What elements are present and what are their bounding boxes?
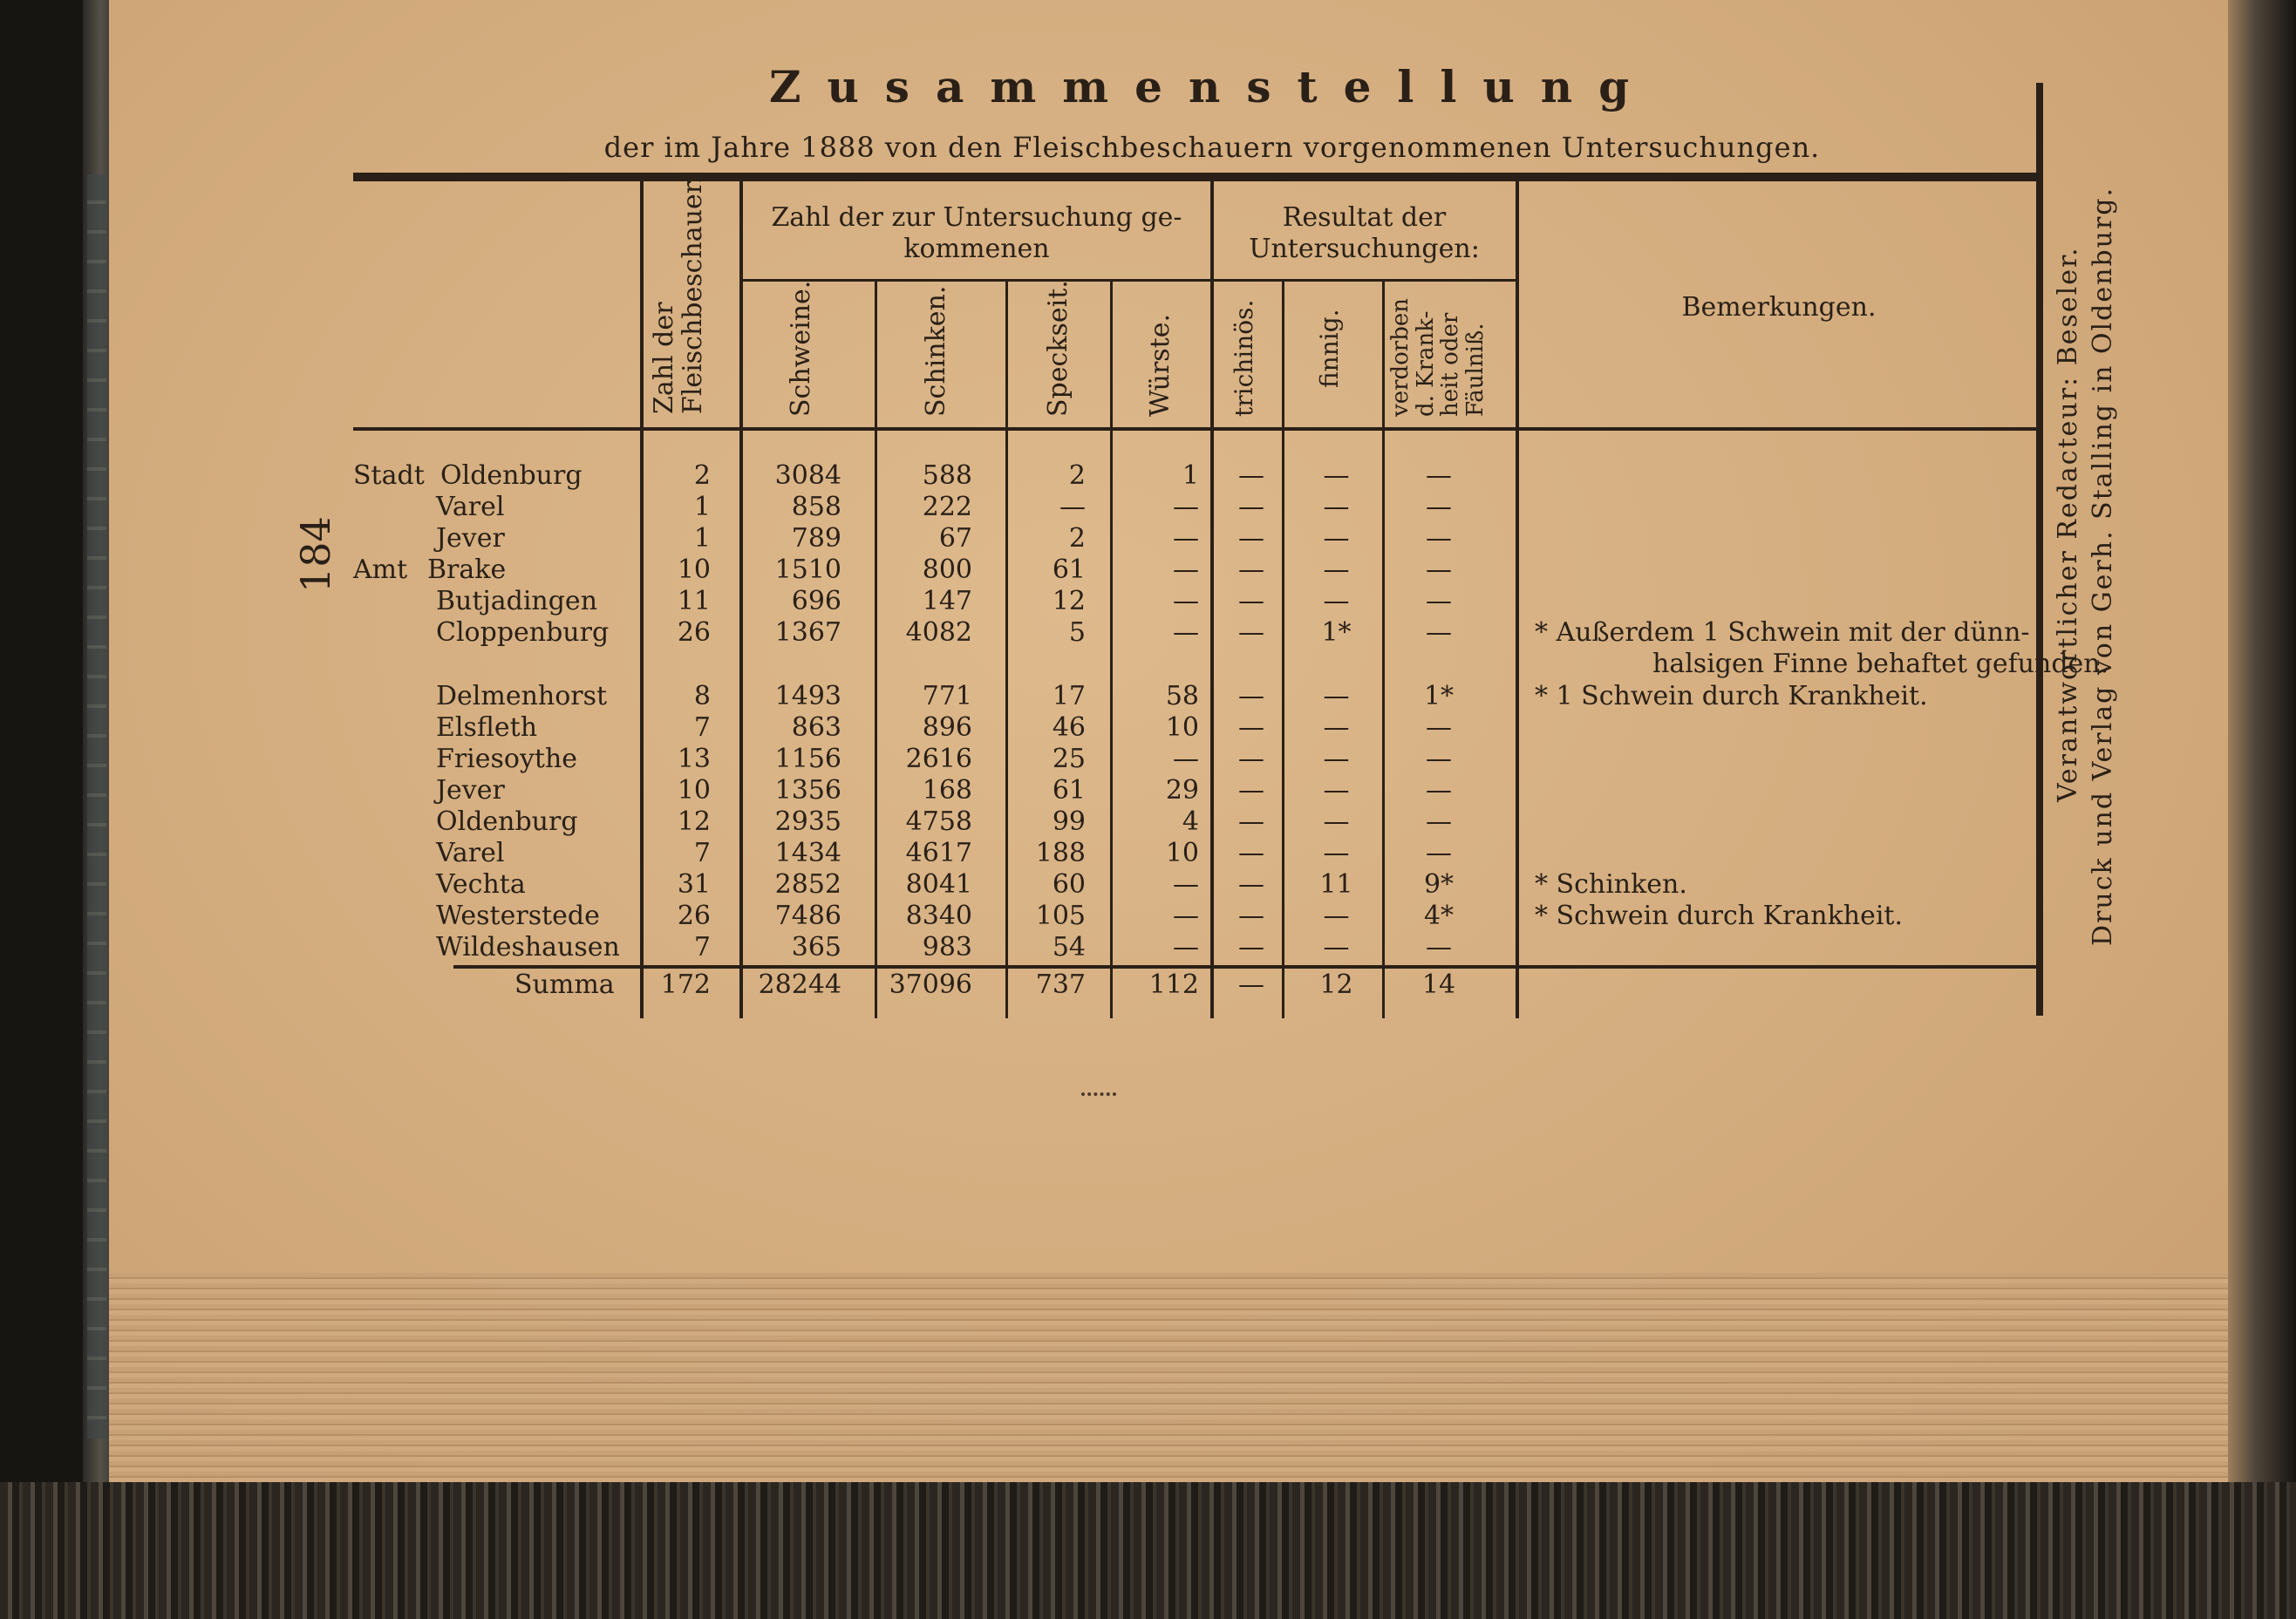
row-verdorben: —	[1426, 744, 1452, 774]
row-fleischbeschauer: 26	[677, 617, 711, 648]
row-name: Westerstede	[436, 901, 600, 931]
row-fleischbeschauer: 7	[693, 712, 711, 743]
row-wurste: 29	[1165, 775, 1199, 806]
row-schinken: 983	[922, 932, 972, 963]
row-name: Jever	[436, 523, 505, 554]
row-note-continued: halsigen Finne behaftet gefunden.	[1652, 649, 2109, 679]
row-note: * Schinken.	[1535, 869, 1687, 900]
table-row	[353, 523, 2054, 554]
row-name: Elsfleth	[436, 712, 538, 743]
row-name: Cloppenburg	[436, 617, 610, 648]
row-finnig: —	[1323, 492, 1350, 522]
row-fleischbeschauer: 26	[677, 901, 711, 931]
row-finnig: —	[1323, 932, 1350, 963]
row-name: Varel	[436, 492, 505, 522]
row-schweine: 1356	[774, 775, 841, 806]
header-trichinoes: trichinös.	[1230, 299, 1258, 417]
row-trichinoes: —	[1238, 492, 1264, 522]
row-finnig: —	[1323, 460, 1350, 491]
side-text-publisher: Druck und Verlag von Gerh. Stalling in Oldenburg.	[2088, 186, 2118, 946]
row-wurste: —	[1173, 492, 1199, 522]
table-row	[353, 712, 2054, 744]
row-schinken: 222	[922, 492, 972, 522]
header-wurste: Würste.	[1145, 313, 1175, 417]
row-schweine: 7486	[774, 901, 841, 931]
total-wurste: 112	[1148, 969, 1199, 1000]
total-rule	[453, 965, 2036, 969]
table-row	[353, 460, 2054, 492]
table-row	[353, 681, 2054, 712]
row-name: Delmenhorst	[436, 681, 608, 711]
row-speckseit: 188	[1035, 838, 1086, 868]
row-verdorben: —	[1426, 932, 1452, 963]
row-schweine: 2935	[774, 806, 841, 837]
row-schinken: 800	[922, 554, 972, 585]
page-subtitle: der im Jahre 1888 von den Fleischbeschauern vorgenommenen Untersuchungen.	[603, 131, 1821, 164]
row-verdorben: —	[1426, 492, 1452, 522]
row-schweine: 1493	[774, 681, 841, 711]
header-bottom-rule	[353, 427, 2036, 431]
row-finnig: —	[1323, 586, 1350, 616]
book-spine-edge	[87, 174, 106, 1439]
row-wurste: —	[1173, 744, 1199, 774]
table-total-row	[353, 969, 2054, 1001]
total-fleischbeschauer: 172	[660, 969, 711, 1000]
row-schinken: 168	[922, 775, 972, 806]
row-verdorben: —	[1426, 838, 1452, 868]
row-finnig: —	[1323, 523, 1350, 554]
row-finnig: —	[1323, 838, 1350, 868]
table-row	[353, 554, 2054, 586]
row-prefix: Amt	[353, 554, 408, 585]
row-trichinoes: —	[1238, 460, 1264, 491]
row-wurste: —	[1173, 554, 1199, 585]
total-label: Summa	[514, 969, 615, 1000]
row-name: Wildeshausen	[436, 932, 620, 963]
row-name: Brake	[427, 554, 507, 585]
row-schweine: 858	[791, 492, 841, 522]
row-schweine: 2852	[774, 869, 841, 900]
page-number: 184	[292, 516, 339, 593]
book-cover-bottom	[0, 1482, 2296, 1619]
row-trichinoes: —	[1238, 617, 1264, 648]
row-verdorben: —	[1426, 586, 1452, 616]
row-trichinoes: —	[1238, 901, 1264, 931]
page-title: Zusammenstellung	[768, 61, 1656, 112]
row-finnig: —	[1323, 775, 1350, 806]
row-verdorben: —	[1426, 460, 1452, 491]
table-row	[353, 617, 2109, 679]
row-trichinoes: —	[1238, 744, 1264, 774]
row-schinken: 4082	[905, 617, 972, 648]
row-schinken: 896	[922, 712, 972, 743]
row-wurste: —	[1173, 901, 1199, 931]
row-name: Oldenburg	[436, 806, 578, 837]
row-fleischbeschauer: 1	[693, 492, 711, 522]
row-verdorben: 9*	[1423, 869, 1455, 900]
side-text-editor: Verantwortlicher Redacteur: Beseler.	[2053, 246, 2083, 802]
header-bemerkungen: Bemerkungen.	[1681, 292, 1877, 323]
header-fleischbeschauer: Zahl der Fleischbeschauer.	[649, 175, 708, 414]
table-row	[353, 744, 2054, 775]
row-speckseit: 2	[1068, 460, 1086, 491]
row-trichinoes: —	[1238, 932, 1264, 963]
row-wurste: —	[1173, 523, 1199, 554]
row-schinken: 8340	[905, 901, 972, 931]
total-speckseit: 737	[1035, 969, 1086, 1000]
table-top-rule	[353, 173, 2036, 181]
row-finnig: —	[1323, 681, 1350, 711]
row-name: Butjadingen	[436, 586, 598, 616]
table-row	[353, 775, 2054, 806]
row-speckseit: 46	[1052, 712, 1086, 743]
row-wurste: 10	[1165, 712, 1199, 743]
row-name: Varel	[436, 838, 505, 868]
row-schinken: 4617	[905, 838, 972, 868]
row-verdorben: 1*	[1423, 681, 1455, 711]
row-finnig: —	[1323, 744, 1350, 774]
row-wurste: —	[1173, 932, 1199, 963]
row-speckseit: —	[1059, 492, 1086, 522]
row-speckseit: 12	[1052, 586, 1086, 616]
row-name: Oldenburg	[440, 460, 583, 491]
row-trichinoes: —	[1238, 806, 1264, 837]
row-schinken: 4758	[905, 806, 972, 837]
row-note: * Schwein durch Krankheit.	[1535, 901, 1904, 931]
row-speckseit: 2	[1068, 523, 1086, 554]
table-row	[353, 869, 2054, 901]
total-trichinoes: —	[1238, 969, 1264, 1000]
header-schweine: Schweine.	[786, 280, 816, 417]
row-schweine: 365	[791, 932, 841, 963]
row-wurste: 58	[1165, 681, 1199, 711]
row-fleischbeschauer: 10	[677, 554, 711, 585]
row-wurste: —	[1173, 586, 1199, 616]
row-fleischbeschauer: 7	[693, 838, 711, 868]
row-schweine: 696	[791, 586, 841, 616]
row-prefix: Stadt	[353, 460, 425, 491]
header-group-result: Resultat der Untersuchungen:	[1249, 202, 1480, 264]
row-verdorben: —	[1426, 806, 1452, 837]
row-fleischbeschauer: 12	[677, 806, 711, 837]
page-stack-edges	[109, 1273, 2237, 1508]
row-verdorben: —	[1426, 775, 1452, 806]
table-row	[353, 901, 2054, 932]
table-row	[353, 492, 2054, 523]
row-fleischbeschauer: 13	[677, 744, 711, 774]
header-schinken: Schinken.	[921, 285, 951, 417]
row-note: * 1 Schwein durch Krankheit.	[1535, 681, 1928, 711]
group-header-rule	[741, 279, 1517, 282]
header-finnig: finnig.	[1315, 309, 1344, 388]
row-trichinoes: —	[1238, 838, 1264, 868]
row-verdorben: —	[1426, 617, 1452, 648]
row-speckseit: 99	[1052, 806, 1086, 837]
header-speckseit: Speckseit.	[1043, 280, 1073, 417]
table-row	[353, 586, 2054, 617]
row-fleischbeschauer: 11	[677, 586, 711, 616]
row-finnig: 1*	[1321, 617, 1352, 648]
row-schweine: 3084	[774, 460, 841, 491]
row-speckseit: 5	[1068, 617, 1086, 648]
row-finnig: —	[1323, 554, 1350, 585]
row-name: Vechta	[436, 869, 526, 900]
row-finnig: —	[1323, 901, 1350, 931]
row-fleischbeschauer: 10	[677, 775, 711, 806]
row-verdorben: —	[1426, 712, 1452, 743]
table-row	[353, 932, 2054, 963]
row-speckseit: 54	[1052, 932, 1086, 963]
row-schinken: 8041	[905, 869, 972, 900]
total-verdorben: 14	[1421, 969, 1456, 1000]
row-trichinoes: —	[1238, 523, 1264, 554]
row-fleischbeschauer: 7	[693, 932, 711, 963]
row-speckseit: 105	[1035, 901, 1086, 931]
row-schinken: 67	[938, 523, 972, 554]
row-trichinoes: —	[1238, 681, 1264, 711]
row-finnig: —	[1323, 806, 1350, 837]
row-schweine: 1156	[774, 744, 841, 774]
row-trichinoes: —	[1238, 712, 1264, 743]
row-speckseit: 60	[1052, 869, 1086, 900]
row-name: Friesoythe	[436, 744, 578, 774]
row-fleischbeschauer: 8	[693, 681, 711, 711]
row-name: Jever	[436, 775, 505, 806]
row-wurste: —	[1173, 869, 1199, 900]
total-finnig: 12	[1319, 969, 1353, 1000]
row-schinken: 771	[922, 681, 972, 711]
decorative-dots	[1081, 1092, 1116, 1099]
total-schweine: 28244	[758, 969, 841, 1000]
row-schweine: 863	[791, 712, 841, 743]
row-wurste: 4	[1182, 806, 1199, 837]
row-trichinoes: —	[1238, 869, 1264, 900]
row-wurste: 1	[1182, 460, 1199, 491]
table-row	[353, 806, 2054, 838]
row-finnig: 11	[1319, 869, 1353, 900]
row-schinken: 147	[922, 586, 972, 616]
row-schweine: 1367	[774, 617, 841, 648]
row-finnig: —	[1323, 712, 1350, 743]
header-group-examined: Zahl der zur Untersuchung ge- kommenen	[771, 202, 1182, 264]
row-fleischbeschauer: 2	[693, 460, 711, 491]
row-trichinoes: —	[1238, 554, 1264, 585]
row-speckseit: 25	[1052, 744, 1086, 774]
row-trichinoes: —	[1238, 586, 1264, 616]
row-schweine: 789	[791, 523, 841, 554]
row-speckseit: 61	[1052, 554, 1086, 585]
row-note: * Außerdem 1 Schwein mit der dünn-	[1535, 617, 2030, 648]
row-schinken: 588	[922, 460, 972, 491]
row-verdorben: —	[1426, 523, 1452, 554]
table-row	[353, 838, 2054, 869]
row-verdorben: 4*	[1423, 901, 1455, 931]
row-speckseit: 61	[1052, 775, 1086, 806]
row-schweine: 1434	[774, 838, 841, 868]
book-right-edge	[2228, 0, 2296, 1534]
row-verdorben: —	[1426, 554, 1452, 585]
row-fleischbeschauer: 31	[677, 869, 711, 900]
row-speckseit: 17	[1052, 681, 1086, 711]
row-wurste: —	[1173, 617, 1199, 648]
row-fleischbeschauer: 1	[693, 523, 711, 554]
row-trichinoes: —	[1238, 775, 1264, 806]
row-schweine: 1510	[774, 554, 841, 585]
total-schinken: 37096	[889, 969, 972, 1000]
row-schinken: 2616	[905, 744, 972, 774]
header-verdorben: verdorben d. Krank- heit oder Fäulniß.	[1387, 297, 1489, 417]
row-wurste: 10	[1165, 838, 1199, 868]
